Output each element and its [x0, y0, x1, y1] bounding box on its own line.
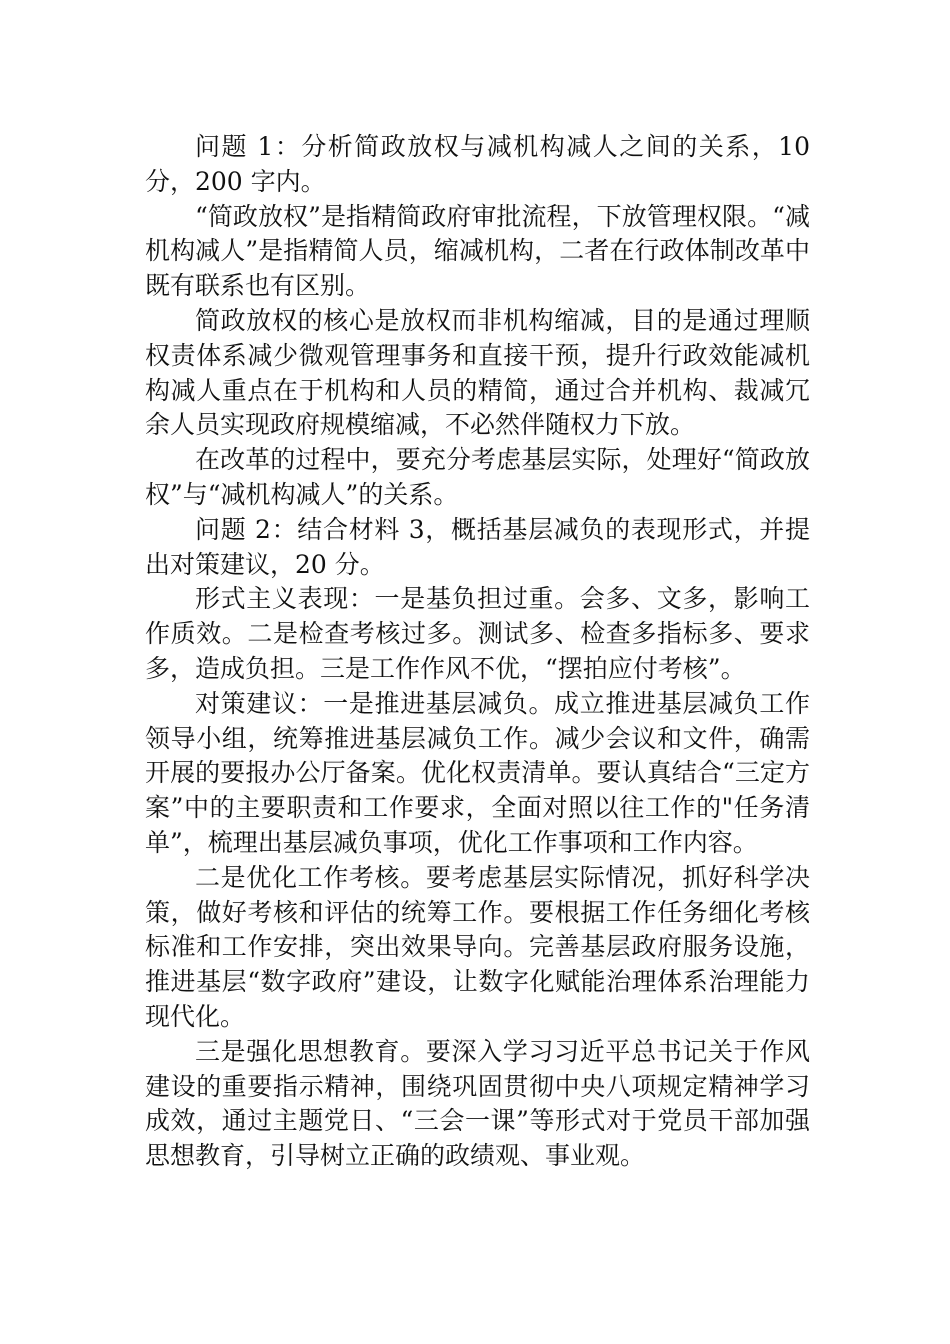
suggestion-3-paragraph: 三是强化思想教育。要深入学习习近平总书记关于作风建设的重要指示精神，围绕巩固贯彻中央八项规定精神学习成效，通过主题党日、“三会一课”等形式对于党员干部加强思想教育，引导树立正确的政绩观、事业观。 — [145, 1036, 810, 1171]
question-2-paragraph: 问题 2：结合材料 3，概括基层减负的表现形式，并提出对策建议，20 分。 — [145, 514, 810, 579]
difference-paragraph: 简政放权的核心是放权而非机构缩减，目的是通过理顺权责体系减少微观管理事务和直接干预，提升行政效能减机构减人重点在于机构和人员的精简，通过合并机构、裁减冗余人员实现政府规模缩减，不必然伴随权力下放。 — [145, 305, 810, 440]
question-1-paragraph: 问题 1：分析简政放权与减机构减人之间的关系，10 分，200 字内。 — [145, 132, 810, 196]
definition-paragraph: “简政放权”是指精简政府审批流程，下放管理权限。“减机构减人”是指精简人员，缩减机构，二者在行政体制改革中既有联系也有区别。 — [145, 201, 810, 301]
formalism-paragraph: 形式主义表现：一是基负担过重。会多、文多，影响工作质效。二是检查考核过多。测试多、检查多指标多、要求多，造成负担。三是工作作风不优，“摆拍应付考核”。 — [145, 584, 810, 683]
reform-paragraph: 在改革的过程中，要充分考虑基层实际，处理好“简政放权”与“减机构减人”的关系。 — [145, 445, 810, 509]
suggestion-1-paragraph: 对策建议：一是推进基层减负。成立推进基层减负工作领导小组，统筹推进基层减负工作。减少会议和文件，确需开展的要报办公厅备案。优化权责清单。要认真结合“三定方案”中的主要职责和工作要求，全面对照以往工作的"任务清单”，梳理出基层减负事项，优化工作事项和工作内容。 — [145, 688, 810, 857]
document-body — [145, 130, 810, 1174]
suggestion-2-paragraph: 二是优化工作考核。要考虑基层实际情况，抓好科学决策，做好考核和评估的统筹工作。要根据工作任务细化考核标准和工作安排，突出效果导向。完善基层政府服务设施，推进基层“数字政府”建设，让数字化赋能治理体系治理能力现代化。 — [145, 862, 810, 1031]
